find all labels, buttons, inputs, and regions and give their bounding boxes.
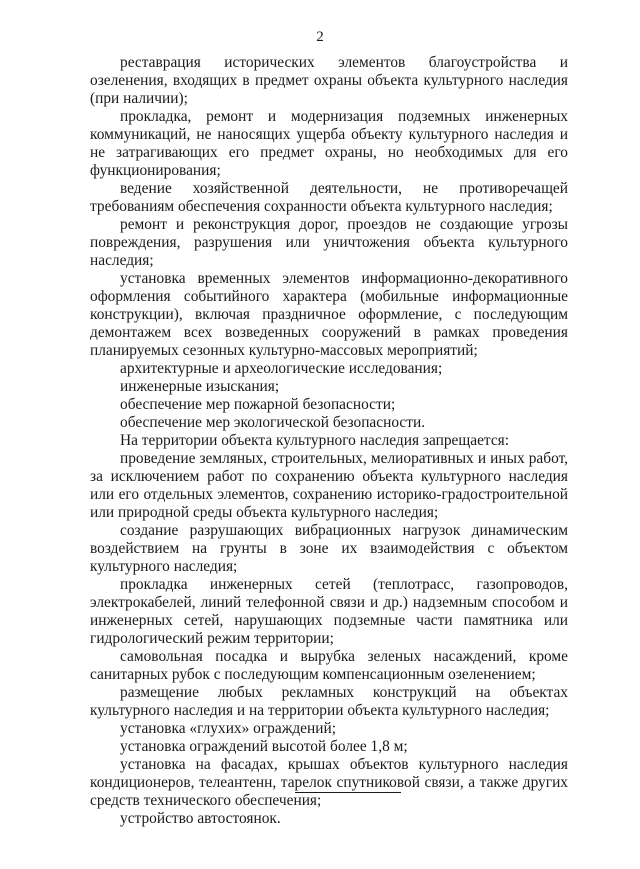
- paragraph-7: инженерные изыскания;: [120, 378, 280, 395]
- paragraph-2: прокладка, ремонт и модернизация подземных инженерных коммуникаций, не наносящих ущерба объекту культурного наследия и не затрагивающих его предмет охраны, но необходимых для его функционирования;: [90, 108, 568, 179]
- paragraph-8: обеспечение мер пожарной безопасности;: [120, 396, 396, 413]
- document-body: [90, 54, 568, 828]
- page-number: 2: [316, 29, 324, 45]
- paragraph-6: архитектурные и археологические исследования;: [120, 360, 443, 377]
- paragraph-16: установка «глухих» ограждений;: [120, 720, 336, 737]
- paragraph-9: обеспечение мер экологической безопасности.: [120, 414, 426, 431]
- paragraph-13: прокладка инженерных сетей (теплотрасс, газопроводов, электрокабелей, линий телефонной связи и др.) надземным способом и инженерных сетей, нарушающих подземные части памятника или гидрологический режим территории;: [90, 576, 568, 647]
- closing-rule: [295, 792, 401, 793]
- paragraph-12: создание разрушающих вибрационных нагрузок динамическим воздействием на грунты в зоне их взаимодействия с объектом культурного наследия;: [90, 522, 568, 575]
- paragraph-17: установка ограждений высотой более 1,8 м;: [120, 738, 408, 755]
- paragraph-3: ведение хозяйственной деятельности, не противоречащей требованиям обеспечения сохранности объекта культурного наследия;: [90, 180, 568, 215]
- paragraph-19: устройство автостоянок.: [120, 810, 281, 827]
- paragraph-18: установка на фасадах, крышах объектов культурного наследия кондиционеров, телеантенн, тарелок спутниковой связи, а также других средств технического обеспечения;: [90, 756, 568, 809]
- paragraph-1: реставрация исторических элементов благоустройства и озеленения, входящих в предмет охраны объекта культурного наследия (при наличии);: [90, 54, 568, 107]
- paragraph-10: На территории объекта культурного наследия запрещается:: [120, 432, 510, 449]
- paragraph-15: размещение любых рекламных конструкций на объектах культурного наследия и на территории объекта культурного наследия;: [90, 684, 568, 719]
- paragraph-14: самовольная посадка и вырубка зеленых насаждений, кроме санитарных рубок с последующим компенсационным озеленением;: [90, 648, 568, 683]
- paragraph-11: проведение земляных, строительных, мелиоративных и иных работ, за исключением работ по сохранению объекта культурного наследия или его отдельных элементов, сохранению историко-градостроительной или природной среды объекта культурного наследия;: [90, 450, 568, 521]
- paragraph-4: ремонт и реконструкция дорог, проездов не создающие угрозы повреждения, разрушения или уничтожения объекта культурного наследия;: [90, 216, 568, 269]
- paragraph-5: установка временных элементов информационно-декоративного оформления событийного характера (мобильные информационные конструкции), включая праздничное оформление, с последующим демонтажем всех возведенных сооружений в рамках проведения планируемых сезонных культурно-массовых мероприятий;: [90, 270, 568, 359]
